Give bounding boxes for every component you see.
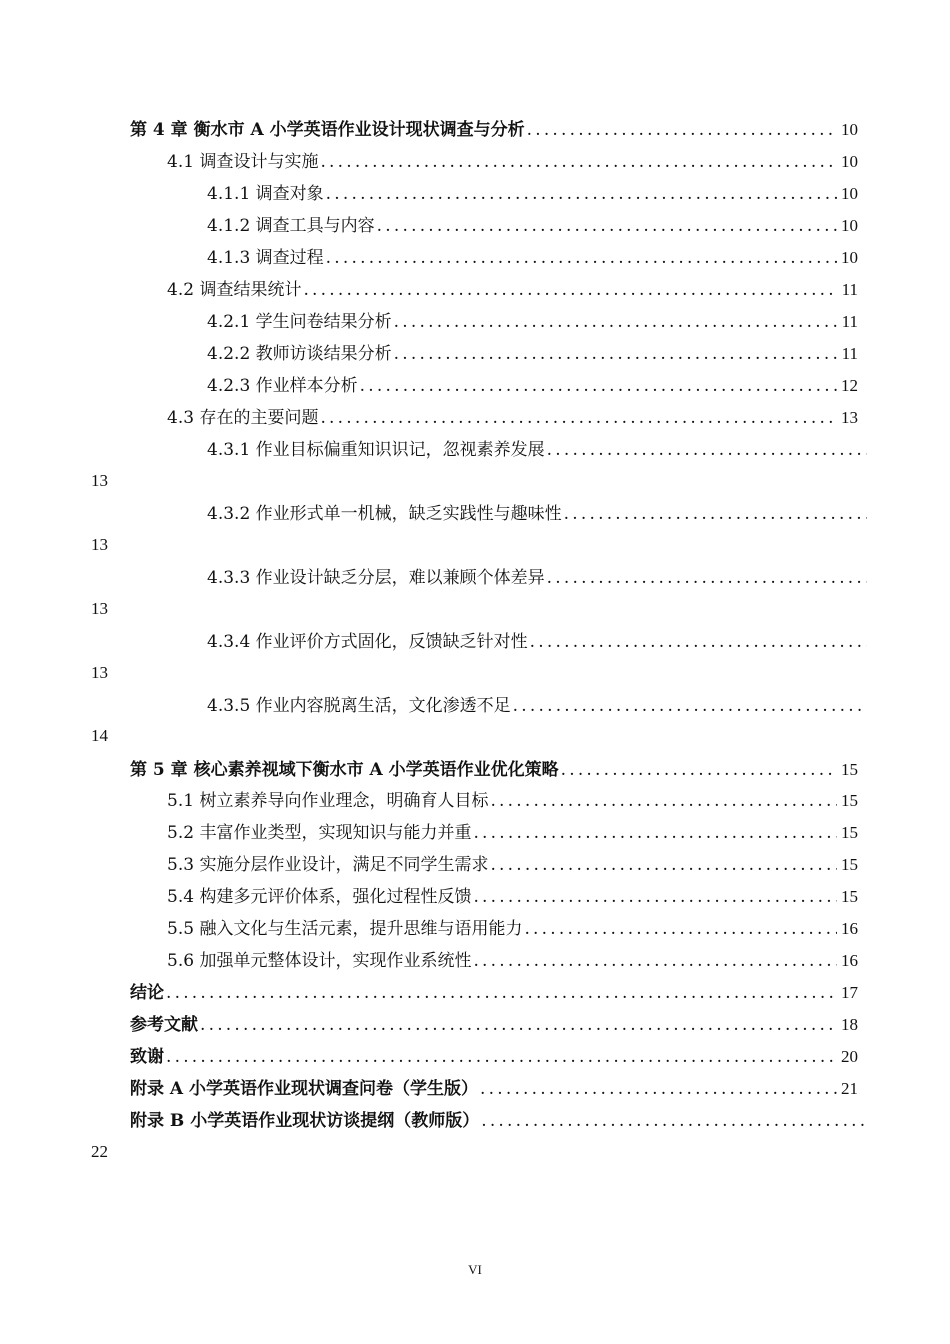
toc-entry-4-2-2[interactable] — [207, 342, 858, 366]
toc-entry-appendix-a[interactable] — [130, 1077, 858, 1101]
leader-dots — [326, 246, 837, 270]
toc-entry-label: 5.5 融入文化与生活元素，提升思维与语用能力 — [167, 919, 523, 939]
toc-entry-label: 4.1.1 调查对象 — [207, 184, 324, 204]
toc-entry-label: 第 5 章 核心素养视域下衡水市 A 小学英语作业优化策略 — [130, 760, 559, 780]
toc-entry-4-3-3[interactable] — [207, 566, 867, 590]
toc-entry-chapter-4[interactable] — [130, 118, 858, 142]
toc-entry-label: 5.1 树立素养导向作业理念，明确育人目标 — [167, 791, 489, 811]
toc-entry-label: 参考文献 — [130, 1015, 198, 1035]
toc-entry-page: 11 — [841, 312, 858, 331]
toc-entry-page: 17 — [841, 983, 858, 1002]
toc-entry-label: 4.3.3 作业设计缺乏分层，难以兼顾个体差异 — [207, 568, 545, 588]
toc-entry-label: 5.4 构建多元评价体系，强化过程性反馈 — [167, 887, 472, 907]
leader-dots — [513, 694, 867, 718]
leader-dots — [360, 374, 837, 398]
toc-entry-label: 结论 — [130, 983, 164, 1003]
toc-entry-label: 4.2.3 作业样本分析 — [207, 376, 358, 396]
toc-entry-page: 22 — [91, 1142, 108, 1161]
toc-entry-4-2[interactable] — [167, 278, 858, 302]
toc-entry-5-1[interactable] — [167, 789, 858, 813]
toc-entry-4-1[interactable] — [167, 150, 858, 174]
leader-dots — [377, 214, 837, 238]
toc-entry-page: 11 — [841, 344, 858, 363]
toc-entry-page: 15 — [841, 887, 858, 906]
toc-entry-page: 12 — [841, 376, 858, 395]
toc-entry-label: 4.1 调查设计与实施 — [167, 152, 319, 172]
leader-dots — [394, 342, 838, 366]
leader-dots — [561, 758, 837, 782]
toc-entry-label: 4.3.2 作业形式单一机械，缺乏实践性与趣味性 — [207, 504, 562, 524]
toc-entry-4-3-1[interactable] — [207, 438, 867, 462]
leader-dots — [490, 789, 837, 813]
toc-entry-page: 14 — [91, 726, 108, 745]
toc-entry-4-1-3[interactable] — [207, 246, 858, 270]
toc-entry-page: 15 — [841, 791, 858, 810]
toc-entry-5-3[interactable] — [167, 853, 858, 877]
leader-dots — [166, 981, 837, 1005]
toc-entry-page: 11 — [841, 280, 858, 299]
toc-entry-page: 13 — [91, 535, 108, 554]
leader-dots — [320, 406, 837, 430]
toc-entry-4-3-2[interactable] — [207, 502, 867, 526]
toc-entry-label: 4.2 调查结果统计 — [167, 280, 302, 300]
toc-entry-label: 附录 A 小学英语作业现状调查问卷（学生版） — [130, 1079, 479, 1099]
toc-entry-label: 4.3.1 作业目标偏重知识识记，忽视素养发展 — [207, 440, 545, 460]
toc-entry-page: 10 — [841, 216, 858, 235]
toc-entry-page: 10 — [841, 152, 858, 171]
toc-entry-label: 4.2.2 教师访谈结果分析 — [207, 344, 392, 364]
toc-entry-label: 5.2 丰富作业类型，实现知识与能力并重 — [167, 823, 472, 843]
toc-entry-conclusion[interactable] — [130, 981, 858, 1005]
toc-entry-page: 15 — [841, 823, 858, 842]
toc-entry-references[interactable] — [130, 1013, 858, 1037]
toc-entry-4-3-5[interactable] — [207, 694, 867, 718]
toc-entry-page: 18 — [841, 1015, 858, 1034]
leader-dots — [394, 310, 838, 334]
leader-dots — [490, 853, 837, 877]
leader-dots — [473, 821, 837, 845]
leader-dots — [547, 438, 867, 462]
toc-entry-5-5[interactable] — [167, 917, 858, 941]
toc-entry-appendix-b[interactable] — [130, 1109, 867, 1133]
toc-entry-5-6[interactable] — [167, 949, 858, 973]
toc-entry-4-3-4[interactable] — [207, 630, 867, 654]
toc-entry-label: 4.1.3 调查过程 — [207, 248, 324, 268]
toc-entry-page: 21 — [841, 1079, 858, 1098]
toc-entry-label: 4.3.4 作业评价方式固化，反馈缺乏针对性 — [207, 632, 528, 652]
toc-entry-page: 16 — [841, 951, 858, 970]
toc-entry-label: 5.3 实施分层作业设计，满足不同学生需求 — [167, 855, 489, 875]
toc-entry-acknowledgements[interactable] — [130, 1045, 858, 1069]
leader-dots — [564, 502, 867, 526]
leader-dots — [320, 150, 837, 174]
toc-entry-page: 13 — [91, 663, 108, 682]
toc-entry-page: 15 — [841, 855, 858, 874]
toc-entry-chapter-5[interactable] — [130, 758, 858, 782]
toc-entry-label: 4.1.2 调查工具与内容 — [207, 216, 375, 236]
leader-dots — [481, 1109, 867, 1133]
toc-entry-4-1-1[interactable] — [207, 182, 858, 206]
leader-dots — [547, 566, 867, 590]
toc-entry-page: 13 — [91, 599, 108, 618]
toc-entry-label: 4.3.5 作业内容脱离生活，文化渗透不足 — [207, 696, 511, 716]
leader-dots — [326, 182, 837, 206]
leader-dots — [166, 1045, 837, 1069]
toc-entry-page: 20 — [841, 1047, 858, 1066]
leader-dots — [473, 949, 837, 973]
page-number: VI — [468, 1262, 482, 1277]
toc-entry-4-2-1[interactable] — [207, 310, 858, 334]
toc-entry-label: 致谢 — [130, 1047, 164, 1067]
leader-dots — [200, 1013, 837, 1037]
toc-entry-page: 10 — [841, 248, 858, 267]
leader-dots — [303, 278, 837, 302]
toc-entry-label: 附录 B 小学英语作业现状访谈提纲（教师版） — [130, 1111, 480, 1131]
leader-dots — [530, 630, 867, 654]
toc-entry-label: 4.3 存在的主要问题 — [167, 408, 319, 428]
toc-entry-page: 13 — [841, 408, 858, 427]
leader-dots — [473, 885, 837, 909]
toc-entry-5-4[interactable] — [167, 885, 858, 909]
toc-entry-label: 5.6 加强单元整体设计，实现作业系统性 — [167, 951, 472, 971]
leader-dots — [524, 917, 837, 941]
toc-entry-page: 16 — [841, 919, 858, 938]
toc-entry-4-3[interactable] — [167, 406, 858, 430]
toc-entry-page: 13 — [91, 471, 108, 490]
toc-entry-4-2-3[interactable] — [207, 374, 858, 398]
toc-entry-4-1-2[interactable] — [207, 214, 858, 238]
leader-dots — [480, 1077, 837, 1101]
toc-entry-page: 15 — [841, 760, 858, 779]
toc-entry-5-2[interactable] — [167, 821, 858, 845]
toc-entry-page: 10 — [841, 120, 858, 139]
toc-entry-page: 10 — [841, 184, 858, 203]
toc-entry-label: 4.2.1 学生问卷结果分析 — [207, 312, 392, 332]
toc-entry-label: 第 4 章 衡水市 A 小学英语作业设计现状调查与分析 — [130, 120, 525, 140]
leader-dots — [527, 118, 837, 142]
